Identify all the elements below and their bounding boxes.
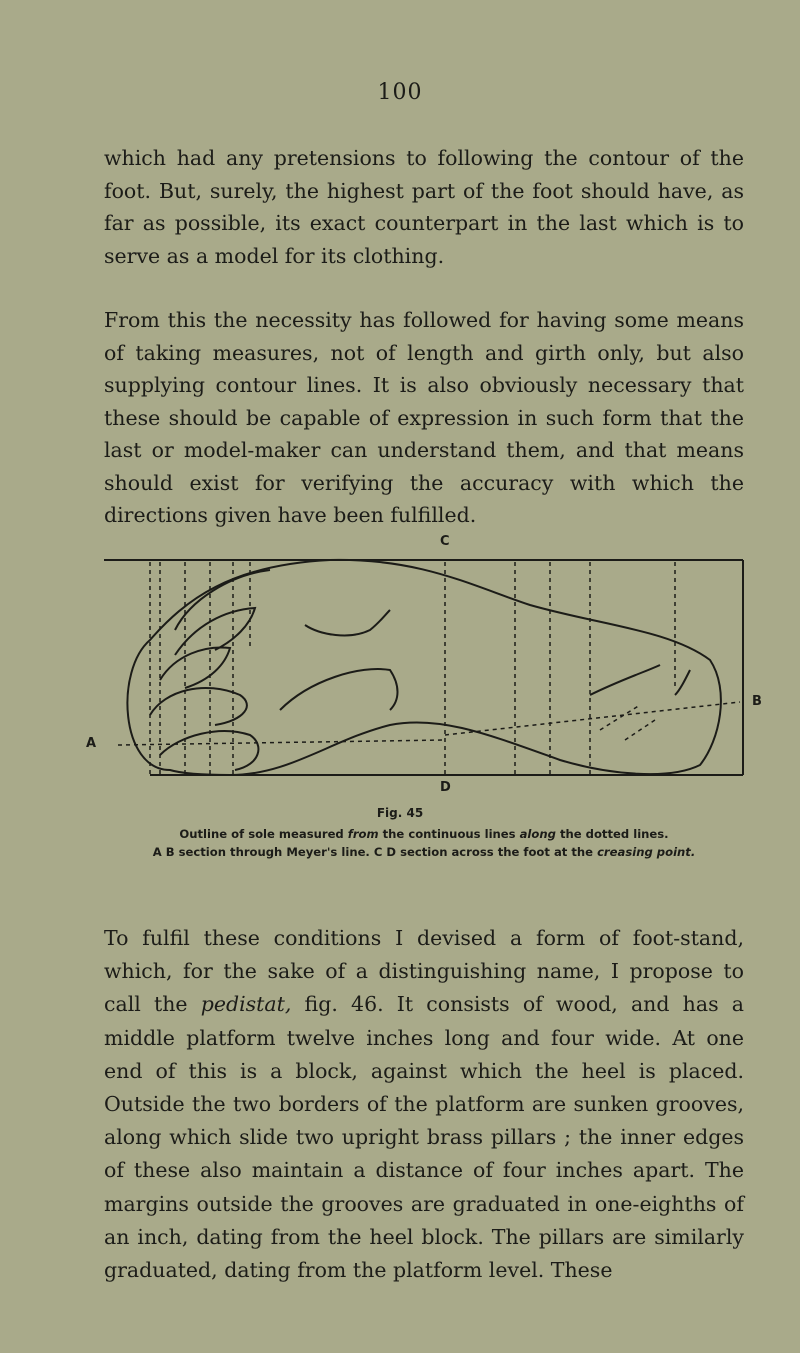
label-b: B [752,694,762,709]
caption1-part-b: from [347,827,379,841]
caption2-part-b: creasing point. [597,845,696,859]
caption1-part-e: the dotted lines. [555,827,669,841]
paragraph-2-text: From this the necessity has followed for having some means of taking measures, not of length and girth only, but also supplying contour lines. It is also obviously necessary that these should be capable of expression in such form that the last or model-maker can understand them, and that means should exist for verifying the accuracy with which the directions given have been fulfilled. [104,308,744,527]
toe-contour-5 [160,731,258,770]
caption1-part-a: Outline of sole measured [179,827,348,841]
caption1-part-d: along [519,827,556,841]
paragraph-2 [104,304,744,532]
figure-45 [0,530,800,830]
arch-curve [305,610,390,635]
sole-outline-diagram [0,530,800,830]
paragraph-3 [104,922,744,1287]
label-c: C [440,534,450,549]
outer-sole-outline [127,560,720,775]
paragraph-3-italic: pedistat, [200,992,292,1017]
figure-caption-line-1 [104,826,744,842]
heel-contour-2 [675,670,690,695]
figure-caption-line-2 [104,844,744,860]
toe-contour-1 [175,570,270,630]
paragraph-3-before: To fulfil these conditions I devised a form of foot-stand, which, for the sake of a distinguishing name, I propose to call the [104,926,744,1017]
toe-contour-3 [160,647,230,688]
caption1-part-c: the continuous lines [378,827,520,841]
heel-contour [590,665,660,695]
page-number: 100 [377,80,423,105]
figure-title: Fig. 45 [376,806,424,820]
paragraph-1 [104,142,744,272]
ball-contour [280,669,398,710]
paragraph-1-text: which had any pretensions to following the contour of the foot. But, surely, the highest part of the foot should have, as far as possible, its exact counterpart in the last which is to serve as a model for its clothing. [104,146,744,268]
paragraph-3-text [104,922,744,1287]
label-d: D [440,780,451,795]
paragraph-3-after: fig. 46. It consists of wood, and has a middle platform twelve inches long and four wide. At one end of this is a block, against which the heel is placed. Outside the two borders of the platform are sunken grooves, along which slide two upright brass pillars ; the inner edges of these also maintain a distance of four inches apart. The margins outside the grooves are graduated in one-eighths of an inch, dating from the heel block. The pillars are similarly graduated, dating from the platform level. These [104,992,745,1283]
label-a: A [86,736,97,751]
caption2-part-a: A B section through Meyer's line. C D section across the foot at the [152,845,598,859]
